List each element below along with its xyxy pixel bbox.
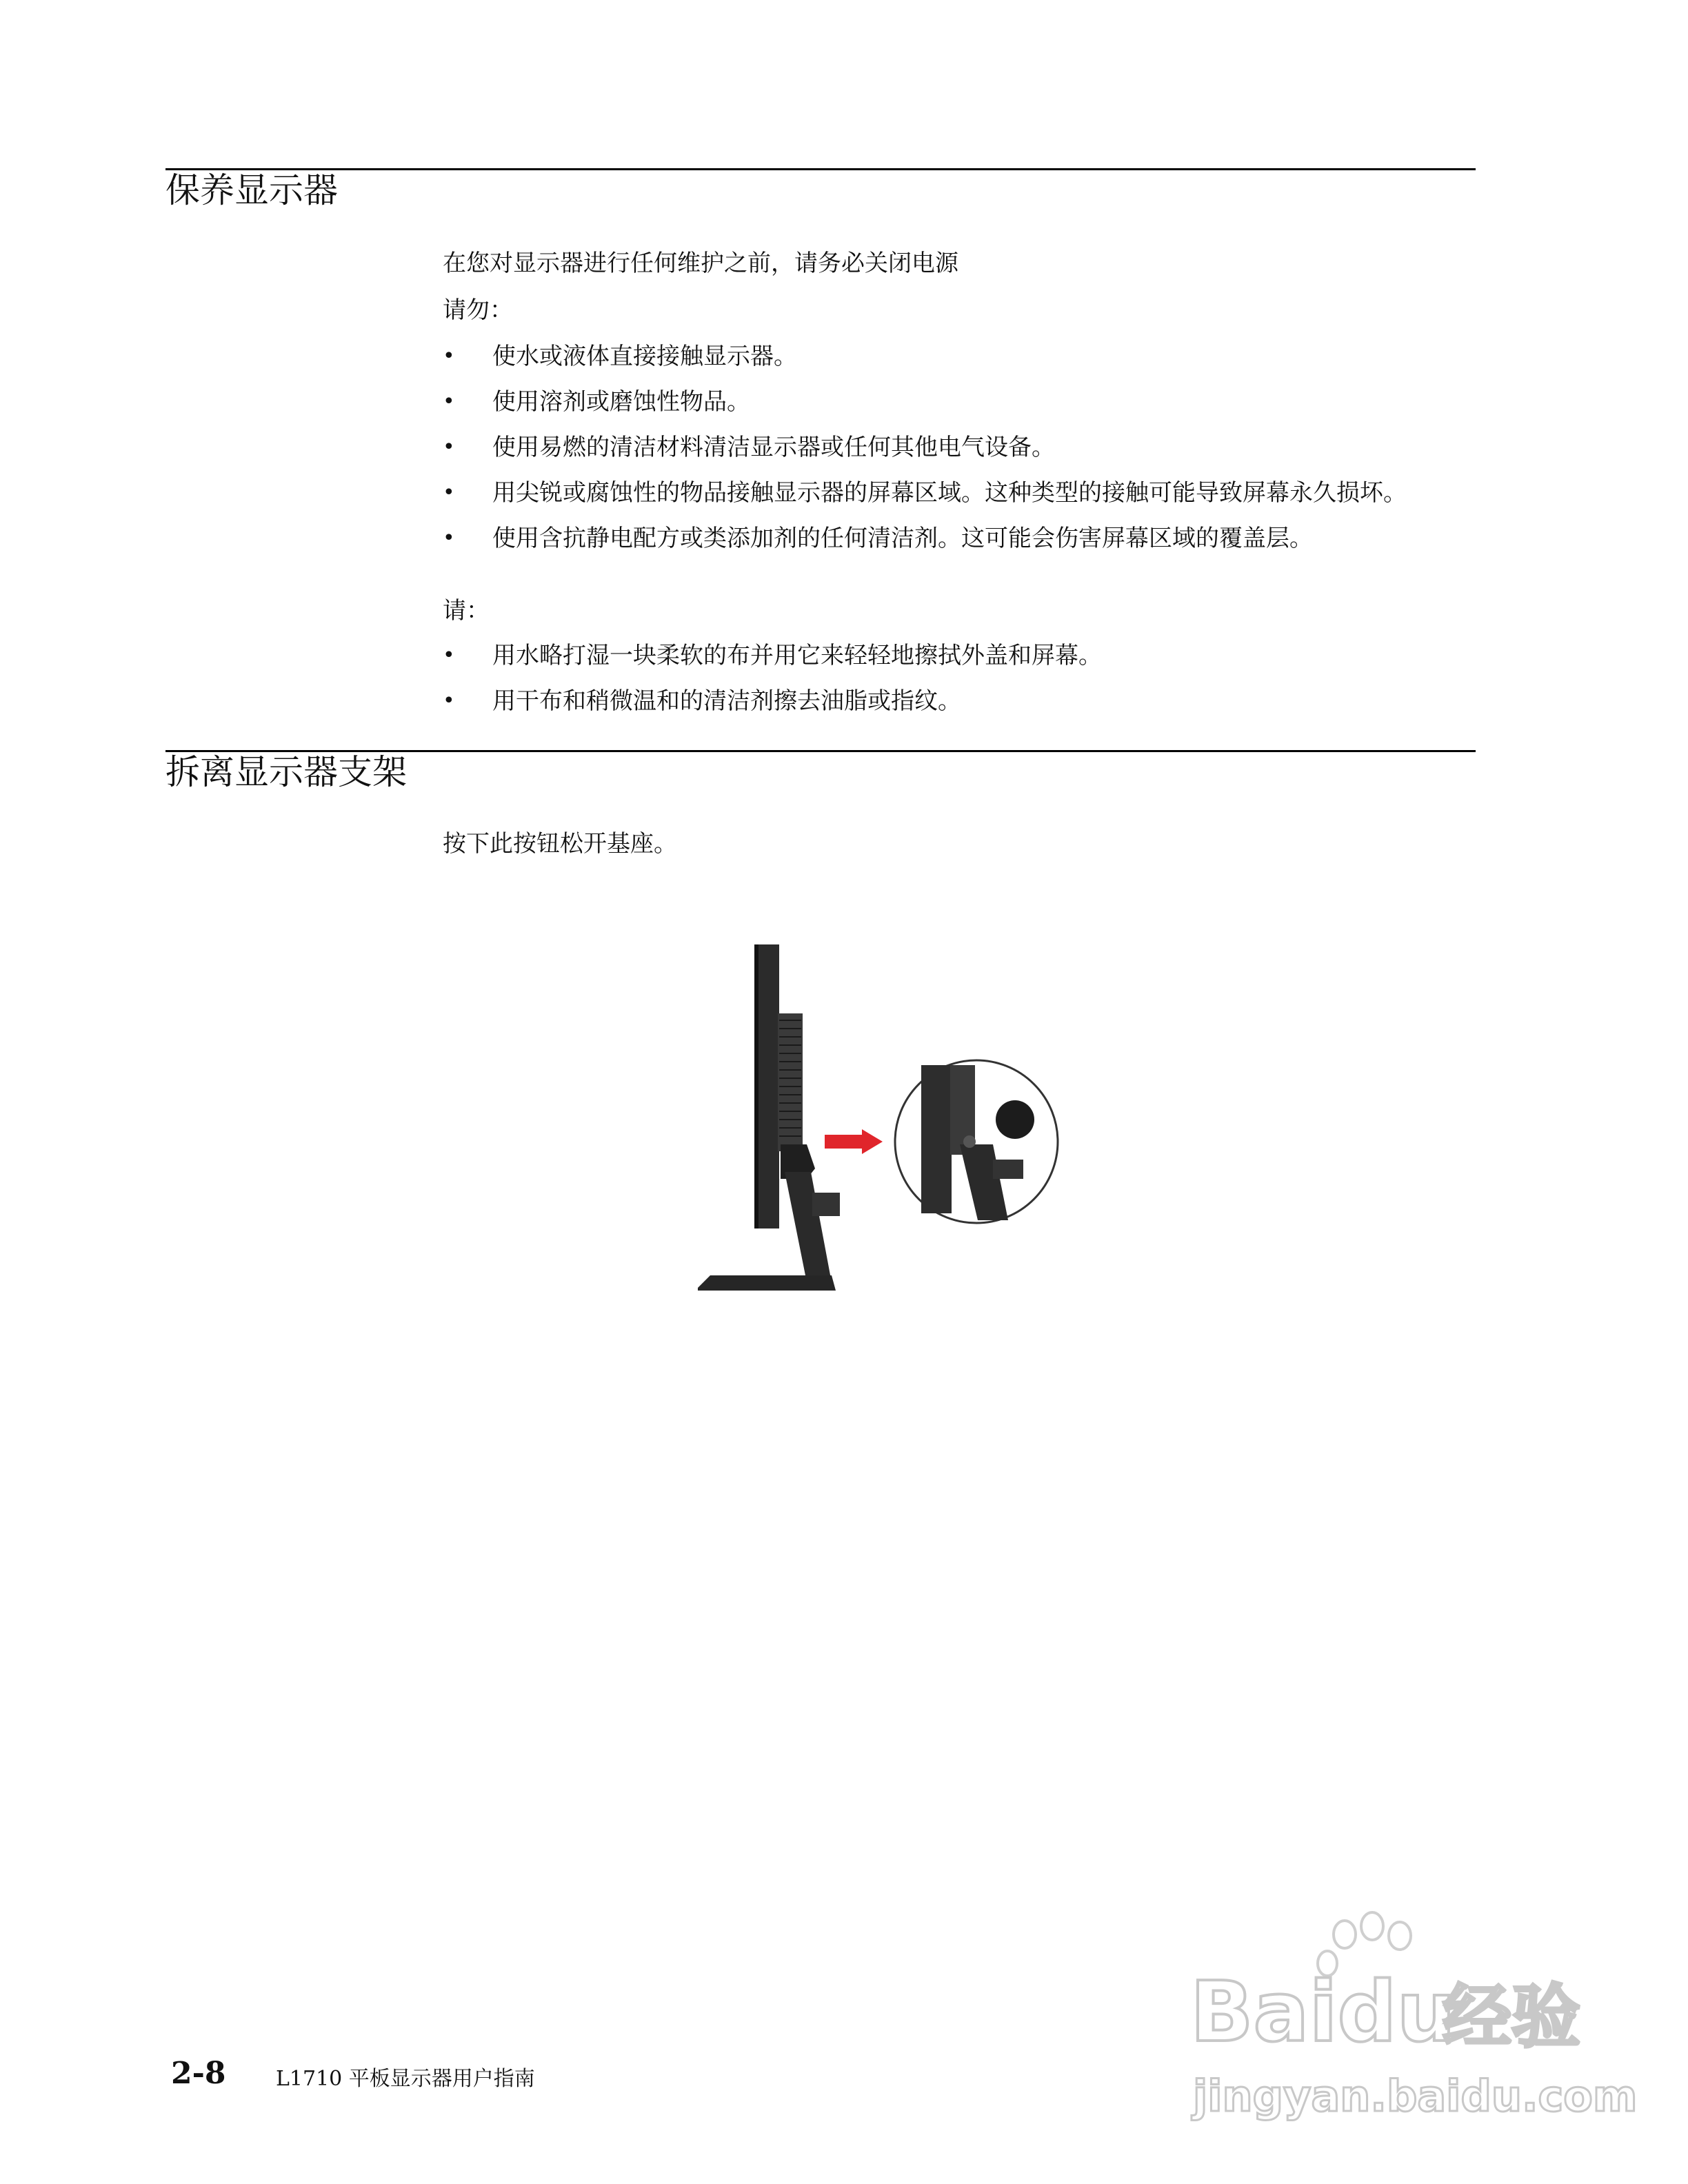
- document-title: L1710 平板显示器用户指南: [276, 2067, 535, 2091]
- watermark-url: jingyan.baidu.com: [1193, 2071, 1638, 2121]
- section-heading-care: 保养显示器: [165, 170, 338, 210]
- section-divider-top: [165, 168, 1476, 170]
- list-item-text: 使用含抗静电配方或类添加剂的任何清洁剂。这可能会伤害屏幕区域的覆盖层。: [492, 525, 1313, 552]
- intro-text: 在您对显示器进行任何维护之前，请务必关闭电源: [443, 250, 958, 277]
- instruction-text: 按下此按钮松开基座。: [443, 830, 677, 858]
- list-item-text: 用干布和稍微温和的清洁剂擦去油脂或指纹。: [492, 687, 961, 715]
- list-item: [443, 389, 1477, 415]
- list-item-text: 用尖锐或腐蚀性的物品接触显示器的屏幕区域。这种类型的接触可能导致屏幕永久损坏。: [492, 479, 1407, 507]
- list-item: [443, 434, 1477, 461]
- dont-list: [443, 343, 1477, 571]
- list-item: [443, 480, 1477, 506]
- list-item: [443, 343, 1477, 370]
- list-item: [443, 643, 1477, 669]
- watermark-brand: Baidu: [1190, 1965, 1456, 2061]
- list-item-text: 使用易燃的清洁材料清洁显示器或任何其他电气设备。: [492, 434, 1055, 461]
- page-number: 2-8: [171, 2056, 226, 2091]
- bullet-icon: •: [443, 643, 455, 667]
- list-item-text: 使水或液体直接接触显示器。: [492, 343, 797, 370]
- section-heading-stand: 拆离显示器支架: [165, 752, 407, 792]
- bullet-icon: •: [443, 689, 455, 713]
- dont-label: 请勿：: [443, 296, 513, 324]
- watermark-brand-cn: 经验: [1443, 1976, 1580, 2057]
- list-item-text: 用水略打湿一块柔软的布并用它来轻轻地擦拭外盖和屏幕。: [492, 642, 1102, 669]
- bullet-icon: •: [443, 390, 455, 414]
- bullet-icon: •: [443, 435, 455, 459]
- monitor-side-view: [698, 944, 840, 1291]
- zoom-detail-circle: [895, 1060, 1058, 1223]
- monitor-stand-illustration: [690, 938, 1089, 1303]
- bullet-icon: •: [443, 344, 455, 368]
- do-label: 请：: [443, 597, 490, 625]
- do-list: [443, 643, 1477, 734]
- list-item: [443, 688, 1477, 714]
- bullet-icon: •: [443, 526, 455, 550]
- release-arrow-icon: [825, 1129, 883, 1154]
- list-item-text: 使用溶剂或磨蚀性物品。: [492, 388, 750, 416]
- bullet-icon: •: [443, 481, 455, 505]
- list-item: [443, 525, 1477, 552]
- baidu-watermark-logo: [1186, 1910, 1638, 2130]
